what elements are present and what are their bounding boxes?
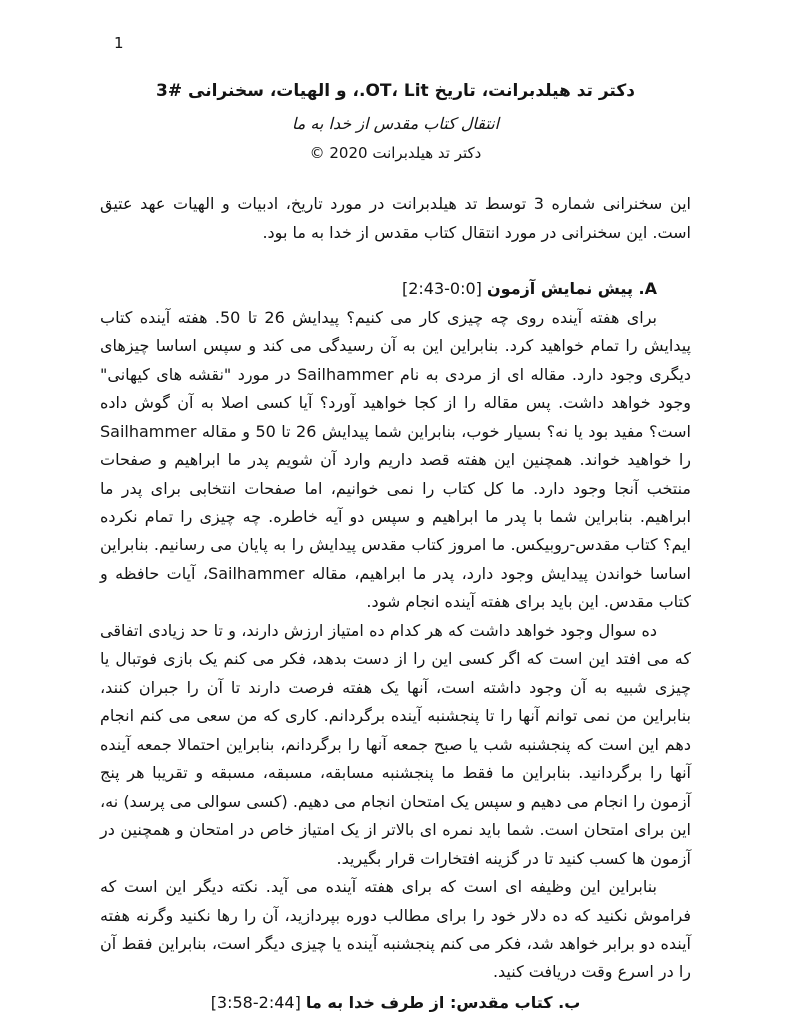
page-number: 1 <box>114 34 124 52</box>
intro-paragraph: این سخنرانی شماره 3 توسط تد هیلدبرانت در مورد تاریخ، ادبیات و الهیات عهد عتیق است. این سخنرانی در مورد انتقال کتاب مقدس از خدا به ما بود. <box>100 194 691 242</box>
copyright-line: © 2020 دکتر تد هیلدبرانت <box>309 143 482 162</box>
body-paragraph-1: برای هفته آینده روی چه چیزی کار می کنیم؟ پیدایش 26 تا 50. هفته آینده کتاب پیدایش را تمام خواهید کرد. بنابراین این به آن رسیدگی می کند و سپس اساسا چیزهای دیگری وجود دارد. مقاله ای از مردی به نام Sailhammer در مورد "نقشه های کیهانی" وجود خواهد داشت. پس مقاله را از کجا خواهید آورد؟ آیا کسی اصلا به آن گوش داده است؟ مفید بود یا نه؟ بسیار خوب، بنابراین شما پیدایش 26 تا 50 و مقاله Sailhammer را خواهید خواند. همچنین این هفته قصد داریم وارد آن شویم پدر ما ابراهیم و صفحات منتخب آنجا وجود دارد. ما کل کتاب را نمی خوانیم، اما صفحات انتخابی برای پدر ما ابراهیم. بنابراین شما با پدر ما ابراهیم و سپس دو آیه خاطره. چه چیزی را تمام نکرده ایم؟ کتاب مقدس-روبیکس. ما امروز کتاب مقدس پیدایش را به پایان می رسانیم. بنابراین اساسا خواندن پیدایش وجود دارد، پدر ما ابراهیم، مقاله Sailhammer، آیات حافظه و کتاب مقدس. این باید برای هفته آینده انجام شود. <box>100 307 692 612</box>
body-paragraph-3: بنابراین این وظیفه ای است که برای هفته آینده می آید. نکته دیگر این است که فراموش نکنید که ده دلار خود را برای مطالب دوره بپردازید، آن را رها نکنید وگرنه هفته آینده دو برابر خواهد شد، فکر می کنم پنجشنبه آینده یا چیزی دیگر است، بنابراین فقط آن را در اسرع وقت دریافت کنید. <box>100 877 691 982</box>
document-title: دکتر تد هیلدبرانت، تاریخ OT، Lit.، و الهیات، سخنرانی #3 <box>156 81 635 101</box>
section-heading-b <box>100 989 691 1017</box>
section-a-label: A. پیش نمایش آزمون <box>487 279 657 299</box>
body-paragraph-2: ده سوال وجود خواهد داشت که هر کدام ده امتیاز ارزش دارند، و تا حد زیادی اتفاقی که می افتد این است که اگر کسی این را از دست بدهد، فکر می کنم یک بازی فوتبال یا چیزی شبیه به آن وجود داشته است، آنها یک هفته فرصت دارند تا آن را جبران کنند، بنابراین من نمی توانم آنها را تا پنجشنبه آینده برگردانم. کاری که من سعی می کنم انجام دهم این است که پنجشنبه شب یا صبح جمعه آنها را برگردانم، بنابراین احتمالا جمعه آینده آنها را برگردانید. بنابراین ما فقط ما پنجشنبه مسابقه، مسبقه، مسبقه و تقریبا هر پنج آزمون را انجام می دهیم و سپس یک امتحان انجام می دهیم. (کسی سوالی می پرسد) نه، این برای امتحان است. شما باید نمره ای بالاتر از یک امتیاز خاص در امتحان و همچنین در آزمون ها کسب کنید تا در گزینه افتخارات قرار بگیرید. <box>100 620 691 868</box>
section-a-timestamp: [2:43-0:0] <box>401 279 482 299</box>
document-subtitle: انتقال کتاب مقدس از خدا به ما <box>291 113 500 133</box>
section-heading-a <box>100 275 691 303</box>
section-b-timestamp: [3:58-2:44] <box>210 992 301 1012</box>
section-b-label: ب. کتاب مقدس: از طرف خدا به ما <box>305 992 581 1012</box>
